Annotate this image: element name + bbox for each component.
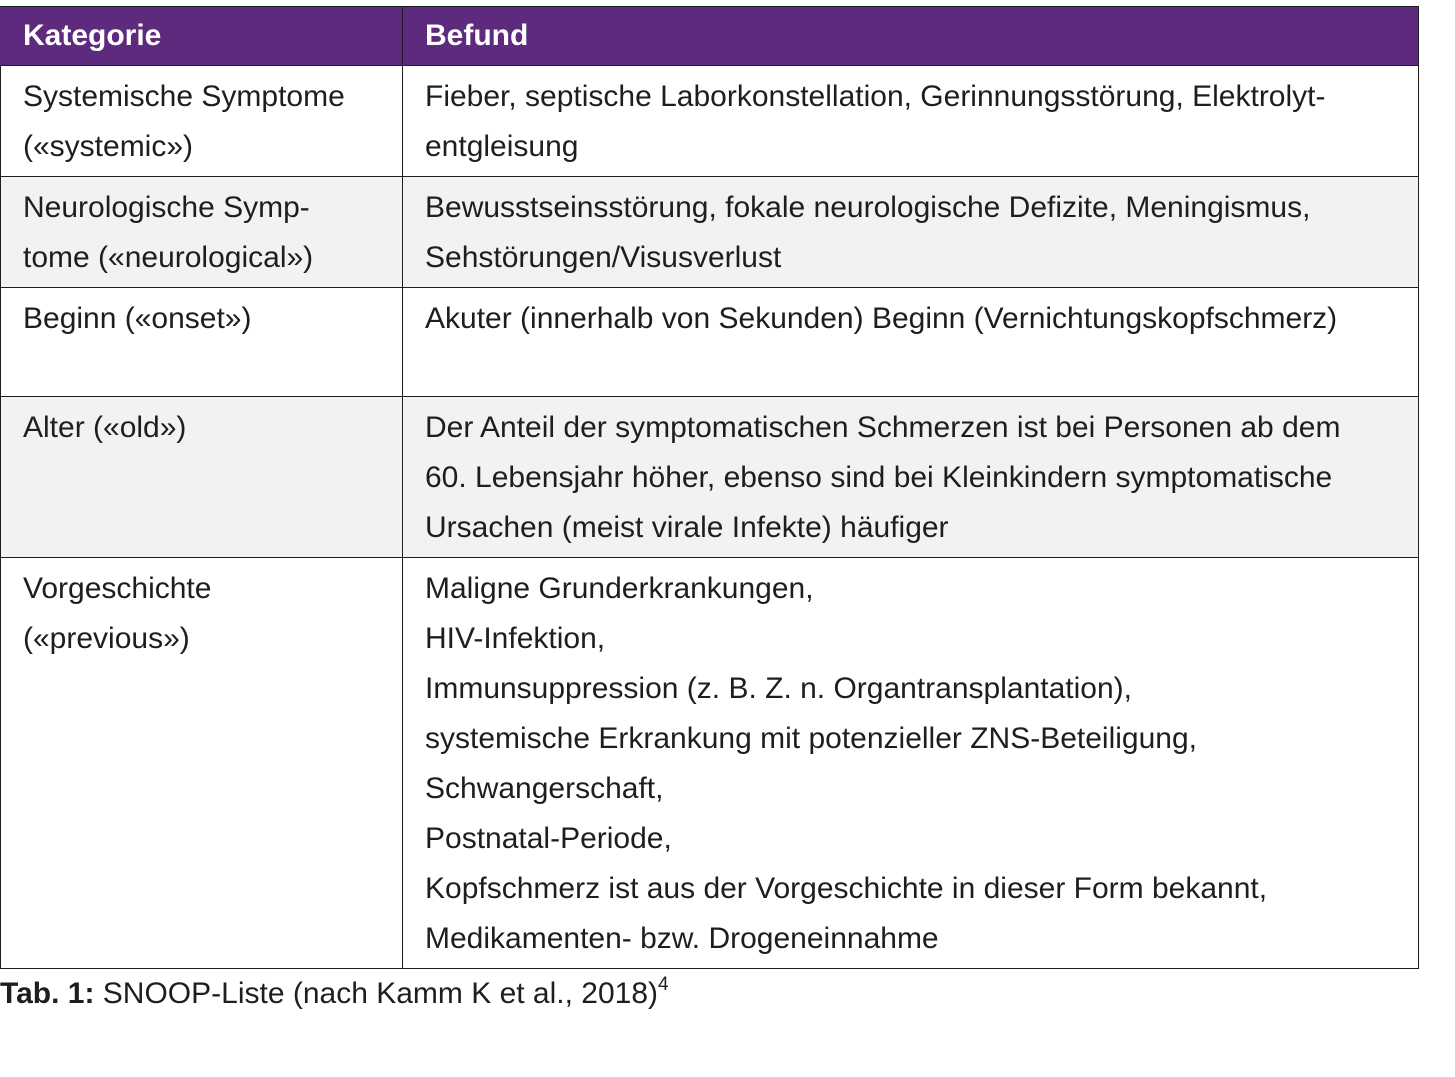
cell-text-line: Immunsuppression (z. B. Z. n. Organtransplantation), [425,672,1132,705]
befund-cell [403,397,1419,558]
cell-text-line: Neurologische Symp- [23,191,310,224]
befund-cell [403,177,1419,288]
cell-text-line: Bewusstseinsstörung, fokale neurologische Defizite, Meningismus, [425,191,1311,224]
table-caption [0,972,669,1016]
caption-label: Tab. 1: [0,977,95,1010]
cell-text-line: Kopfschmerz ist aus der Vorgeschichte in dieser Form bekannt, [425,872,1268,905]
cell-text-line: 60. Lebensjahr höher, ebenso sind bei Kleinkindern symptomatische [425,461,1333,494]
table-row [1,177,1419,288]
caption-text: SNOOP-Liste (nach Kamm K et al., 2018) [94,977,659,1010]
cell-text-line: («previous») [23,622,190,655]
cell-text-line: Akuter (innerhalb von Sekunden) Beginn (Vernichtungskopfschmerz) [425,302,1338,335]
cell-text-line: Beginn («onset») [23,302,252,335]
cell-text-line: Systemische Symptome [23,80,345,113]
cell-text-line: Sehstörungen/Visusverlust [425,241,782,274]
snoop-table [0,6,1419,969]
header-befund: Befund [403,7,1419,66]
cell-text-line: Postnatal-Periode, [425,822,672,855]
kategorie-cell [1,66,403,177]
cell-text-line: Maligne Grunderkrankungen, [425,572,814,605]
table-header-row [1,7,1419,66]
kategorie-cell [1,558,403,969]
table-row [1,397,1419,558]
table-row [1,558,1419,969]
cell-text-line: Fieber, septische Laborkonstellation, Gerinnungsstörung, Elektrolyt- [425,80,1326,113]
cell-text-line: Alter («old») [23,411,187,444]
cell-text-line: Schwangerschaft, [425,772,664,805]
header-kategorie: Kategorie [1,7,403,66]
befund-cell [403,66,1419,177]
table-row [1,288,1419,397]
caption-reference: 4 [658,974,669,995]
cell-text-line: («systemic») [23,130,194,163]
cell-text-line: tome («neurological») [23,241,314,274]
snoop-table-container [0,6,1418,969]
cell-text-line: Der Anteil der symptomatischen Schmerzen ist bei Personen ab dem [425,411,1341,444]
cell-text-line: systemische Erkrankung mit potenzieller ZNS-Beteiligung, [425,722,1197,755]
kategorie-cell [1,177,403,288]
kategorie-cell [1,288,403,397]
befund-cell [403,288,1419,397]
kategorie-cell [1,397,403,558]
cell-text-line: entgleisung [425,130,579,163]
table-row [1,66,1419,177]
cell-text-line: Medikamenten- bzw. Drogeneinnahme [425,922,939,955]
befund-cell [403,558,1419,969]
cell-text-line: Vorgeschichte [23,572,212,605]
cell-text-line: Ursachen (meist virale Infekte) häufiger [425,511,949,544]
cell-text-line: HIV-Infektion, [425,622,606,655]
